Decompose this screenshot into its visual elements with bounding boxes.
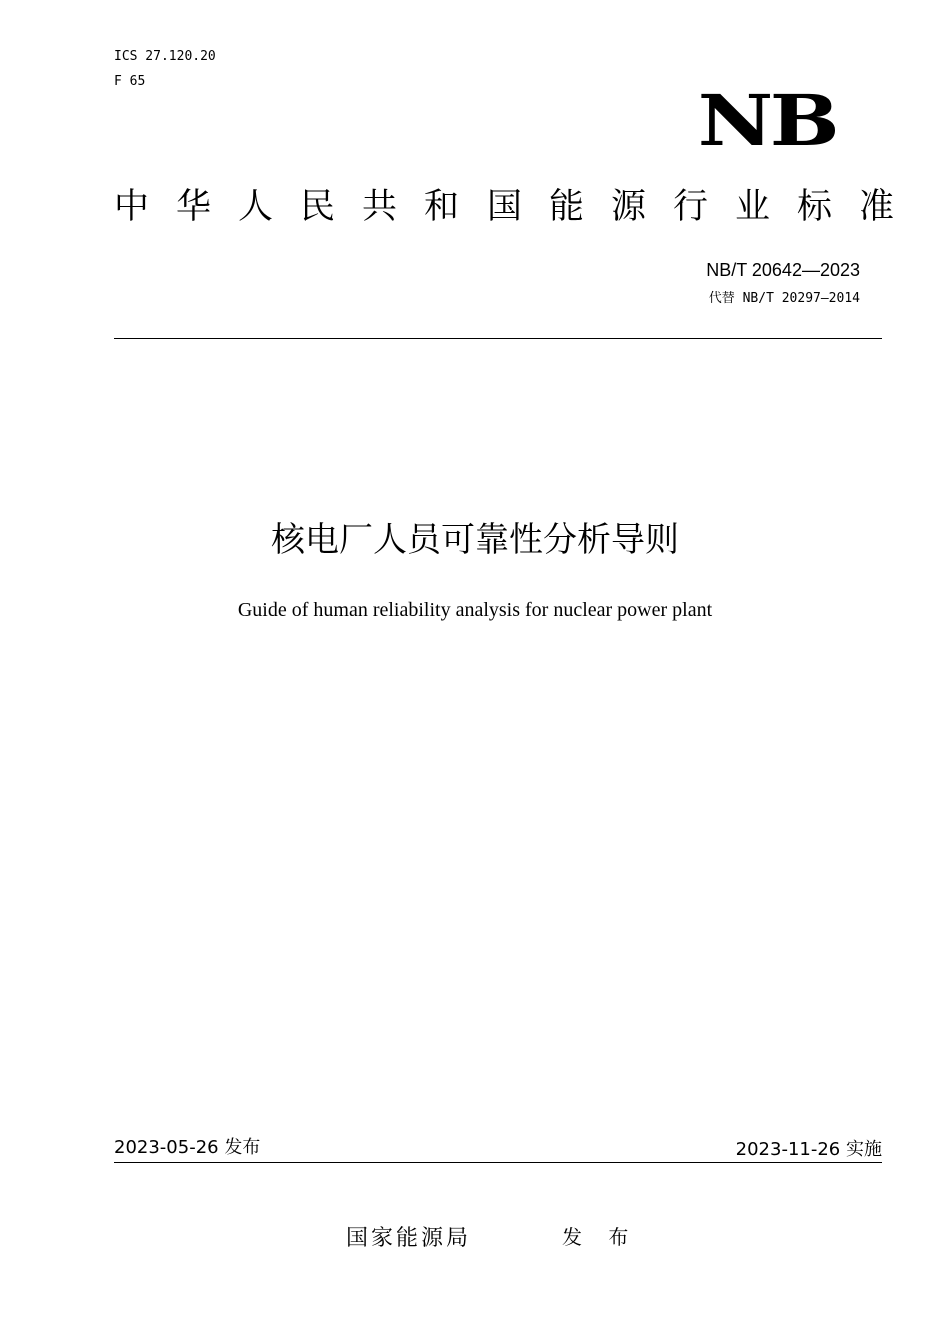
effective-date: 2023-11-26 实施	[735, 1139, 882, 1160]
heading-char: 业	[735, 187, 771, 227]
heading-char: 能	[549, 187, 585, 227]
nb-logo: NB	[697, 79, 836, 162]
issuing-authority: 国家能源局	[346, 1226, 472, 1251]
publish-date: 2023-05-26 发布	[114, 1137, 261, 1158]
heading-char: 中	[114, 187, 150, 227]
title-chinese: 核电厂人员可靠性分析导则	[271, 520, 679, 560]
standard-number: NB/T 20642—2023	[706, 260, 860, 280]
ccs-code: F 65	[114, 74, 146, 89]
publish-label: 发 布	[562, 1225, 639, 1249]
ics-code: ICS 27.120.20	[114, 49, 216, 64]
heading-char: 标	[797, 187, 833, 227]
title-english: Guide of human reliability analysis for nuclear power plant	[237, 599, 713, 621]
heading-char: 源	[611, 187, 647, 227]
heading-char: 准	[859, 187, 895, 227]
replaced-standard: 代替 NB/T 20297—2014	[708, 291, 860, 306]
heading-char: 共	[362, 187, 398, 227]
heading-char: 和	[424, 187, 460, 227]
bottom-divider	[114, 1162, 882, 1163]
heading-char: 华	[176, 187, 212, 227]
heading-char: 人	[238, 187, 274, 227]
heading-char: 国	[487, 187, 523, 227]
top-divider	[114, 338, 882, 339]
heading-char: 民	[300, 187, 336, 227]
heading-char: 行	[673, 187, 709, 227]
